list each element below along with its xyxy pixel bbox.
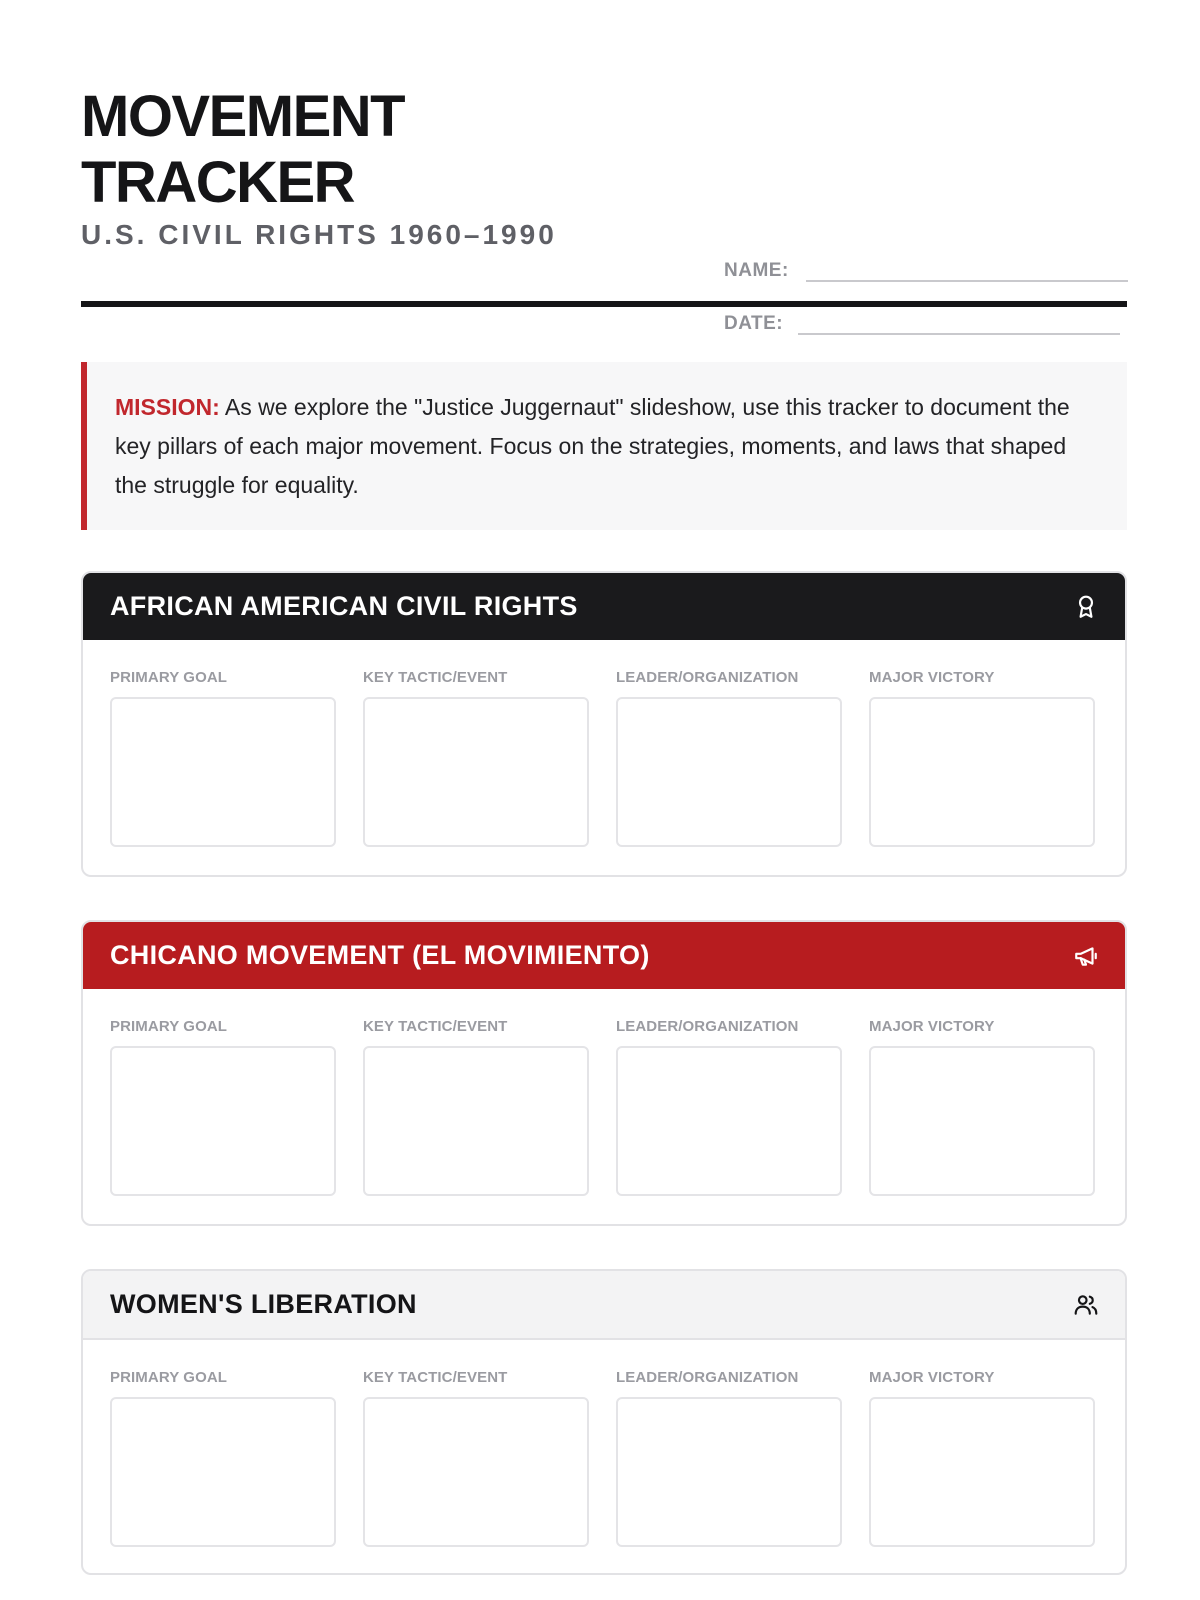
date-input-line[interactable] <box>798 311 1120 335</box>
column-primary-goal <box>110 1368 336 1547</box>
award-ribbon-icon <box>1073 594 1099 620</box>
movement-card-header <box>83 1271 1125 1340</box>
answer-box[interactable] <box>363 1046 589 1196</box>
movement-card-chicano-movement <box>81 920 1127 1226</box>
column-label: KEY TACTIC/EVENT <box>363 1369 508 1386</box>
title-line-2: TRACKER <box>81 150 355 215</box>
name-label: NAME: <box>724 260 789 281</box>
movement-columns <box>83 1017 1125 1196</box>
answer-box[interactable] <box>616 1397 842 1547</box>
column-key-tactic <box>363 1368 589 1547</box>
mission-box <box>81 362 1127 530</box>
column-label: LEADER/ORGANIZATION <box>616 1018 799 1035</box>
answer-box[interactable] <box>110 1397 336 1547</box>
answer-box[interactable] <box>363 1397 589 1547</box>
page-title <box>81 84 404 216</box>
column-label: PRIMARY GOAL <box>110 1018 228 1035</box>
movement-title: CHICANO MOVEMENT (EL MOVIMIENTO) <box>110 940 650 970</box>
movement-card-womens-liberation <box>81 1269 1127 1575</box>
megaphone-icon <box>1073 943 1099 969</box>
answer-box[interactable] <box>110 1046 336 1196</box>
header <box>81 84 1127 334</box>
movement-card-african-american-civil-rights <box>81 571 1127 877</box>
answer-box[interactable] <box>616 1046 842 1196</box>
column-major-victory <box>869 1368 1095 1547</box>
column-label: KEY TACTIC/EVENT <box>363 669 508 686</box>
answer-box[interactable] <box>869 1397 1095 1547</box>
mission-text: As we explore the "Justice Juggernaut" slideshow, use this tracker to document the key pillars of each major movement. Focus on the strategies, moments, and laws that shaped the struggle for equality. <box>115 394 1070 498</box>
users-icon <box>1073 1292 1099 1318</box>
column-leader-organization <box>616 1017 842 1196</box>
column-label: PRIMARY GOAL <box>110 669 228 686</box>
column-primary-goal <box>110 1017 336 1196</box>
date-label: DATE: <box>724 313 784 334</box>
column-major-victory <box>869 1017 1095 1196</box>
column-label: KEY TACTIC/EVENT <box>363 1018 508 1035</box>
column-label: MAJOR VICTORY <box>869 1018 995 1035</box>
column-major-victory <box>869 668 1095 847</box>
column-leader-organization <box>616 1368 842 1547</box>
header-divider <box>81 301 1127 307</box>
name-input-line[interactable] <box>806 258 1128 282</box>
answer-box[interactable] <box>616 697 842 847</box>
answer-box[interactable] <box>869 1046 1095 1196</box>
column-label: LEADER/ORGANIZATION <box>616 1369 799 1386</box>
column-key-tactic <box>363 668 589 847</box>
mission-label: MISSION: <box>115 394 220 420</box>
column-leader-organization <box>616 668 842 847</box>
movement-columns <box>83 668 1125 847</box>
column-primary-goal <box>110 668 336 847</box>
page-subtitle: U.S. CIVIL RIGHTS 1960–1990 <box>81 219 557 250</box>
column-label: MAJOR VICTORY <box>869 669 995 686</box>
name-field <box>724 258 1128 282</box>
answer-box[interactable] <box>869 697 1095 847</box>
movement-card-header <box>83 922 1125 989</box>
date-field <box>724 311 1120 335</box>
column-label: MAJOR VICTORY <box>869 1369 995 1386</box>
answer-box[interactable] <box>110 697 336 847</box>
title-line-1: MOVEMENT <box>81 84 405 149</box>
movement-title: WOMEN'S LIBERATION <box>110 1289 417 1319</box>
column-label: LEADER/ORGANIZATION <box>616 669 799 686</box>
column-key-tactic <box>363 1017 589 1196</box>
movement-title: AFRICAN AMERICAN CIVIL RIGHTS <box>110 591 578 621</box>
movement-columns <box>83 1368 1125 1547</box>
answer-box[interactable] <box>363 697 589 847</box>
movement-card-header <box>83 573 1125 640</box>
column-label: PRIMARY GOAL <box>110 1369 228 1386</box>
